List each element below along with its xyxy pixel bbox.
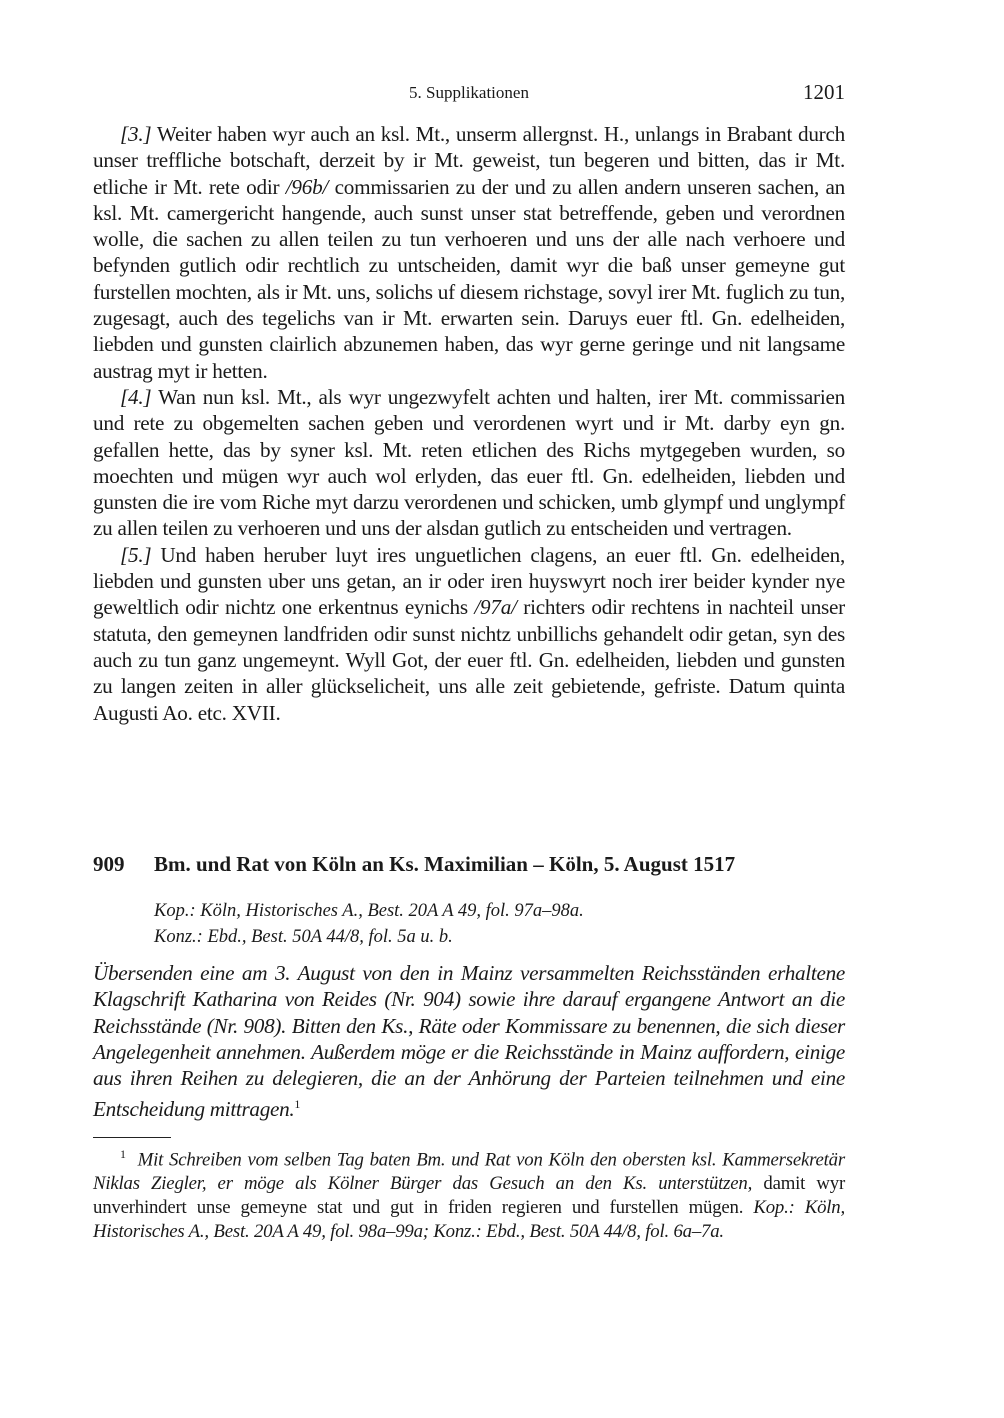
paragraph-3: [3.] Weiter haben wyr auch an ksl. Mt., unserm allergnst. H., unlangs in Brabant durch unser treffliche botschaft, derzeit by ir Mt. geweist, tun begeren und bitten, das ir Mt. etliche ir Mt. rete odir /96b/ commissarien zu der und zu allen andern unseren sachen, an ksl. Mt. camergericht hangende, auch sunst unser stat betreffende, geben und verordnen wolle, die sachen zu allen teilen zu tun verhoeren und uns der alle nach verhoere und befynden gutlich odir rechtlich zu untscheiden, damit wyr die baß unser gemeyne gut furstellen mochten, als ir Mt. uns, solichs uf diesem richstage, sovyl irer Mt. fuglich zu tun, zugesagt, auch des tegelichs van ir Mt. erwarten sein. Daruys euer ftl. Gn. edelheiden, liebden und gunsten clairlich abzunemen haben, das wyr gerne geringe und nit langsame austrag myt ir hetten. bbox=[93, 122, 845, 383]
footnote-number: 1 bbox=[120, 1147, 126, 1161]
footnote-ref[interactable]: 1 bbox=[294, 1097, 301, 1112]
document-title: Bm. und Rat von Köln an Ks. Maximilian – Köln, 5. August 1517 bbox=[154, 852, 736, 876]
footnote-divider bbox=[93, 1137, 171, 1138]
document-heading bbox=[93, 852, 845, 877]
document-summary: Übersenden eine am 3. August von den in Mainz versammelten Reichsständen erhaltene Klagschrift Katharina von Reides (Nr. 904) sowie ihre darauf ergangene Antwort an die Reichsstände (Nr. 908). Bitten den Ks., Räte oder Kommissare zu benennen, die sich dieser Angelegenheit annehmen. Außerdem möge er die Reichsstände in Mainz auffordern, einige aus ihren Reihen zu delegieren, die an der Anhörung der Parteien teilnehmen und eine Entscheidung mittragen.$^1$ bbox=[93, 961, 845, 1122]
folio-marker: /97a/ bbox=[474, 595, 517, 620]
paragraph-marker: [3.] bbox=[120, 122, 152, 146]
page-number: 1201 bbox=[803, 80, 845, 104]
source-list bbox=[154, 899, 584, 950]
source-copy: Kop.: Köln, Historisches A., Best. 20A A 49, fol. 97a–98a. bbox=[154, 901, 584, 921]
letter-body bbox=[93, 121, 845, 726]
footnote-quote: damit wyr unverhindert unse gemeyne stat und gut in friden regieren und furstellen mügen. bbox=[93, 1173, 845, 1219]
running-title: 5. Supplikationen bbox=[409, 83, 529, 102]
document-number: 909 bbox=[93, 852, 125, 876]
source-draft: Konz.: Ebd., Best. 50A 44/8, fol. 5a u. b. bbox=[154, 926, 453, 947]
paragraph-5: [5.] Und haben heruber luyt ires unguetlichen clagens, an euer ftl. Gn. edelheiden, liebden und gunsten uber uns getan, an ir oder iren huyswyrt noch irer beider kynder nye geweltlich odir nichtz one erkentnus eynichs /97a/ richters odir rechtens in nachteil unser statuta, den gemeynen landfriden odir sunst nichtz unbillichs gehandelt odir getan, syn des auch zu tun ganz ungemeynt. Wyll Got, der euer ftl. Gn. edelheiden, liebden und gunsten zu langen zeiten in aller glückselicheit, uns alle zeit gebietende, gefriste. Datum quinta Augusti Ao. etc. XVII. bbox=[93, 542, 845, 725]
running-header bbox=[93, 80, 845, 108]
paragraph-marker: [5.] bbox=[120, 542, 152, 567]
footnote: $^1$ Mit Schreiben vom selben Tag baten Bm. und Rat von Köln den obersten ksl. Kammersekretär Niklas Ziegler, er möge als Kölner Bürger das Gesuch an den Ks. unterstützen, damit wyr unverhindert unse gemeyne stat und gut in friden regieren und furstellen mügen. Kop.: Köln, Historisches A., Best. 20A A 49, fol. 98a–99a; Konz.: Ebd., Best. 50A 44/8, fol. 6a–7a. bbox=[93, 1147, 845, 1243]
paragraph-marker: [4.] bbox=[120, 384, 152, 409]
folio-marker: /96b/ bbox=[285, 174, 329, 199]
paragraph-4: [4.] Wan nun ksl. Mt., als wyr ungezwyfelt achten und halten, irer Mt. commissarien und rete zu obgemelten sachen geben und verordenen wyrt und ir Mt. darby eyn gn. gefallen hette, das by syner ksl. Mt. reten etlichen des Richs mytgegeben wurden, so moechten und mügen wyr auch wol erlyden, das euer ftl. Gn. edelheiden, liebden und gunsten die ire vom Riche myt darzu verordenen und schicken, umb glympf und unglympf zu allen teilen zu verhoeren und uns der alsdan gutlich zu entscheiden und vertragen. bbox=[93, 384, 845, 541]
